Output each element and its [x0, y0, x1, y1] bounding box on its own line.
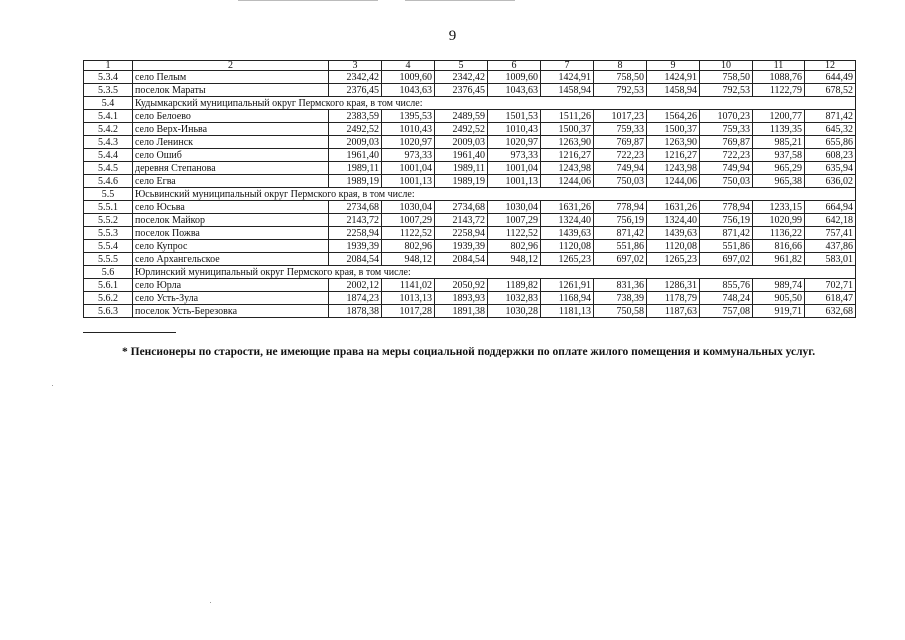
value-cell: 1001,13 — [382, 175, 435, 188]
page-number: 9 — [448, 28, 457, 44]
group-title: Юрлинский муниципальный округ Пермского края, в том числе: — [133, 266, 856, 279]
value-cell: 985,21 — [753, 136, 805, 149]
value-cell: 1136,22 — [753, 227, 805, 240]
value-cell: 769,87 — [700, 136, 753, 149]
header-cell: 6 — [488, 61, 541, 71]
row-code: 5.6 — [84, 266, 133, 279]
value-cell: 759,33 — [700, 123, 753, 136]
header-cell: 9 — [647, 61, 700, 71]
value-cell: 1939,39 — [435, 240, 488, 253]
header-cell: 2 — [133, 61, 329, 71]
footnote: * Пенсионеры по старости, не имеющие права на меры социальной поддержки по оплате жилого помещения и коммунальных услуг. — [122, 346, 816, 358]
value-cell: 1122,52 — [488, 227, 541, 240]
value-cell: 1020,99 — [753, 214, 805, 227]
value-cell: 756,19 — [700, 214, 753, 227]
value-cell: 2084,54 — [329, 253, 382, 266]
header-cell: 12 — [805, 61, 856, 71]
value-cell: 1939,39 — [329, 240, 382, 253]
value-cell: 551,86 — [700, 240, 753, 253]
table-row — [84, 149, 856, 162]
value-cell: 2050,92 — [435, 279, 488, 292]
settlement-name: село Архангельское — [133, 253, 329, 266]
value-cell: 1261,91 — [541, 279, 594, 292]
value-cell: 749,94 — [594, 162, 647, 175]
value-cell: 1263,90 — [647, 136, 700, 149]
row-code: 5.6.3 — [84, 305, 133, 318]
value-cell: 1631,26 — [647, 201, 700, 214]
header-cell: 5 — [435, 61, 488, 71]
group-row — [84, 188, 856, 201]
value-cell: 2734,68 — [435, 201, 488, 214]
value-cell: 855,76 — [700, 279, 753, 292]
value-cell: 937,58 — [753, 149, 805, 162]
value-cell: 1010,43 — [382, 123, 435, 136]
value-cell: 2376,45 — [329, 84, 382, 97]
row-code: 5.5 — [84, 188, 133, 201]
settlement-name: село Ленинск — [133, 136, 329, 149]
value-cell: 871,42 — [594, 227, 647, 240]
value-cell: 1424,91 — [647, 71, 700, 84]
value-cell: 2489,59 — [435, 110, 488, 123]
value-cell: 678,52 — [805, 84, 856, 97]
settlement-name: село Юсьва — [133, 201, 329, 214]
table-body — [84, 61, 856, 318]
table-row — [84, 162, 856, 175]
value-cell: 750,03 — [700, 175, 753, 188]
value-cell: 757,41 — [805, 227, 856, 240]
value-cell: 1030,28 — [488, 305, 541, 318]
value-cell: 1989,11 — [435, 162, 488, 175]
value-cell: 758,50 — [594, 71, 647, 84]
value-cell: 965,29 — [753, 162, 805, 175]
value-cell: 1070,23 — [700, 110, 753, 123]
value-cell: 1263,90 — [541, 136, 594, 149]
value-cell: 948,12 — [382, 253, 435, 266]
value-cell: 722,23 — [700, 149, 753, 162]
value-cell: 757,08 — [700, 305, 753, 318]
value-cell: 1244,06 — [541, 175, 594, 188]
value-cell: 1009,60 — [382, 71, 435, 84]
row-code: 5.4.6 — [84, 175, 133, 188]
value-cell: 756,19 — [594, 214, 647, 227]
row-code: 5.4.5 — [84, 162, 133, 175]
value-cell: 973,33 — [382, 149, 435, 162]
value-cell: 644,49 — [805, 71, 856, 84]
value-cell: 1989,19 — [435, 175, 488, 188]
value-cell: 1511,26 — [541, 110, 594, 123]
value-cell: 1395,53 — [382, 110, 435, 123]
settlement-name: село Верх-Иньва — [133, 123, 329, 136]
value-cell: 792,53 — [700, 84, 753, 97]
value-cell: 738,39 — [594, 292, 647, 305]
value-cell: 1007,29 — [488, 214, 541, 227]
header-cell: 4 — [382, 61, 435, 71]
value-cell: 750,03 — [594, 175, 647, 188]
value-cell: 1013,13 — [382, 292, 435, 305]
row-code: 5.4.2 — [84, 123, 133, 136]
value-cell: 2734,68 — [329, 201, 382, 214]
settlement-name: село Юрла — [133, 279, 329, 292]
value-cell: 1200,77 — [753, 110, 805, 123]
row-code: 5.4.4 — [84, 149, 133, 162]
tariff-table — [83, 60, 856, 318]
value-cell: 1043,63 — [488, 84, 541, 97]
scan-edge-line-right — [405, 0, 515, 1]
value-cell: 2492,52 — [329, 123, 382, 136]
value-cell: 1961,40 — [329, 149, 382, 162]
value-cell: 1243,98 — [541, 162, 594, 175]
value-cell: 1631,26 — [541, 201, 594, 214]
header-cell: 10 — [700, 61, 753, 71]
value-cell: 1120,08 — [541, 240, 594, 253]
group-row — [84, 266, 856, 279]
value-cell: 1010,43 — [488, 123, 541, 136]
row-code: 5.3.4 — [84, 71, 133, 84]
value-cell: 618,47 — [805, 292, 856, 305]
value-cell: 2342,42 — [329, 71, 382, 84]
value-cell: 948,12 — [488, 253, 541, 266]
value-cell: 871,42 — [700, 227, 753, 240]
value-cell: 1324,40 — [541, 214, 594, 227]
value-cell: 2143,72 — [435, 214, 488, 227]
value-cell: 697,02 — [594, 253, 647, 266]
value-cell: 1088,76 — [753, 71, 805, 84]
value-cell: 1286,31 — [647, 279, 700, 292]
value-cell: 1032,83 — [488, 292, 541, 305]
value-cell: 1017,23 — [594, 110, 647, 123]
settlement-name: поселок Мараты — [133, 84, 329, 97]
row-code: 5.6.1 — [84, 279, 133, 292]
value-cell: 1122,52 — [382, 227, 435, 240]
settlement-name: село Ошиб — [133, 149, 329, 162]
row-code: 5.5.2 — [84, 214, 133, 227]
value-cell: 973,33 — [488, 149, 541, 162]
value-cell: 2376,45 — [435, 84, 488, 97]
value-cell: 965,38 — [753, 175, 805, 188]
settlement-name: село Егва — [133, 175, 329, 188]
value-cell: 1187,63 — [647, 305, 700, 318]
value-cell: 1989,19 — [329, 175, 382, 188]
settlement-name: деревня Степанова — [133, 162, 329, 175]
value-cell: 1961,40 — [435, 149, 488, 162]
value-cell: 2258,94 — [435, 227, 488, 240]
value-cell: 722,23 — [594, 149, 647, 162]
value-cell: 1564,26 — [647, 110, 700, 123]
value-cell: 1141,02 — [382, 279, 435, 292]
value-cell: 1043,63 — [382, 84, 435, 97]
value-cell: 778,94 — [700, 201, 753, 214]
value-cell: 1001,13 — [488, 175, 541, 188]
value-cell: 1216,27 — [647, 149, 700, 162]
settlement-name: село Белоево — [133, 110, 329, 123]
group-row — [84, 97, 856, 110]
value-cell: 1265,23 — [541, 253, 594, 266]
value-cell: 792,53 — [594, 84, 647, 97]
value-cell: 2143,72 — [329, 214, 382, 227]
value-cell: 1439,63 — [541, 227, 594, 240]
scan-speck — [210, 602, 211, 603]
value-cell: 1501,53 — [488, 110, 541, 123]
table-row — [84, 201, 856, 214]
table-row — [84, 136, 856, 149]
value-cell: 1324,40 — [647, 214, 700, 227]
table-row — [84, 279, 856, 292]
value-cell: 1189,82 — [488, 279, 541, 292]
value-cell: 871,42 — [805, 110, 856, 123]
value-cell: 2492,52 — [435, 123, 488, 136]
value-cell: 1893,93 — [435, 292, 488, 305]
value-cell: 645,32 — [805, 123, 856, 136]
value-cell: 2009,03 — [435, 136, 488, 149]
footnote-separator — [83, 332, 176, 333]
table-row — [84, 253, 856, 266]
value-cell: 749,94 — [700, 162, 753, 175]
settlement-name: поселок Майкор — [133, 214, 329, 227]
value-cell: 748,24 — [700, 292, 753, 305]
value-cell: 816,66 — [753, 240, 805, 253]
value-cell: 2084,54 — [435, 253, 488, 266]
value-cell: 697,02 — [700, 253, 753, 266]
value-cell: 1891,38 — [435, 305, 488, 318]
value-cell: 2258,94 — [329, 227, 382, 240]
value-cell: 750,58 — [594, 305, 647, 318]
value-cell: 635,94 — [805, 162, 856, 175]
value-cell: 1989,11 — [329, 162, 382, 175]
group-title: Кудымкарский муниципальный округ Пермского края, в том числе: — [133, 97, 856, 110]
table-row — [84, 214, 856, 227]
value-cell: 831,36 — [594, 279, 647, 292]
value-cell: 1168,94 — [541, 292, 594, 305]
settlement-name: село Усть-Зула — [133, 292, 329, 305]
value-cell: 2342,42 — [435, 71, 488, 84]
value-cell: 664,94 — [805, 201, 856, 214]
value-cell: 919,71 — [753, 305, 805, 318]
table-row — [84, 71, 856, 84]
value-cell: 1265,23 — [647, 253, 700, 266]
header-cell: 7 — [541, 61, 594, 71]
value-cell: 1009,60 — [488, 71, 541, 84]
settlement-name: поселок Пожва — [133, 227, 329, 240]
value-cell: 1181,13 — [541, 305, 594, 318]
table-row — [84, 305, 856, 318]
value-cell: 702,71 — [805, 279, 856, 292]
row-code: 5.5.1 — [84, 201, 133, 214]
value-cell: 655,86 — [805, 136, 856, 149]
value-cell: 642,18 — [805, 214, 856, 227]
value-cell: 778,94 — [594, 201, 647, 214]
value-cell: 1122,79 — [753, 84, 805, 97]
table-row — [84, 175, 856, 188]
group-title: Юсьвинский муниципальный округ Пермского края, в том числе: — [133, 188, 856, 201]
value-cell: 1458,94 — [647, 84, 700, 97]
value-cell: 989,74 — [753, 279, 805, 292]
table-row — [84, 84, 856, 97]
table-row — [84, 240, 856, 253]
value-cell: 1878,38 — [329, 305, 382, 318]
header-cell: 8 — [594, 61, 647, 71]
table-row — [84, 292, 856, 305]
value-cell: 759,33 — [594, 123, 647, 136]
table-row — [84, 123, 856, 136]
value-cell: 961,82 — [753, 253, 805, 266]
value-cell: 2383,59 — [329, 110, 382, 123]
row-code: 5.4.3 — [84, 136, 133, 149]
value-cell: 632,68 — [805, 305, 856, 318]
scan-edge-line-left — [238, 0, 378, 1]
value-cell: 1001,04 — [488, 162, 541, 175]
value-cell: 636,02 — [805, 175, 856, 188]
value-cell: 1030,04 — [488, 201, 541, 214]
value-cell: 1424,91 — [541, 71, 594, 84]
header-cell: 1 — [84, 61, 133, 71]
value-cell: 802,96 — [488, 240, 541, 253]
settlement-name: село Купрос — [133, 240, 329, 253]
value-cell: 1020,97 — [382, 136, 435, 149]
header-cell: 3 — [329, 61, 382, 71]
settlement-name: село Пелым — [133, 71, 329, 84]
value-cell: 1439,63 — [647, 227, 700, 240]
header-cell: 11 — [753, 61, 805, 71]
value-cell: 1017,28 — [382, 305, 435, 318]
value-cell: 1458,94 — [541, 84, 594, 97]
value-cell: 1139,35 — [753, 123, 805, 136]
header-row — [84, 61, 856, 71]
value-cell: 1233,15 — [753, 201, 805, 214]
row-code: 5.5.3 — [84, 227, 133, 240]
row-code: 5.4.1 — [84, 110, 133, 123]
value-cell: 1874,23 — [329, 292, 382, 305]
value-cell: 758,50 — [700, 71, 753, 84]
value-cell: 1001,04 — [382, 162, 435, 175]
value-cell: 1500,37 — [647, 123, 700, 136]
value-cell: 2002,12 — [329, 279, 382, 292]
row-code: 5.4 — [84, 97, 133, 110]
value-cell: 1030,04 — [382, 201, 435, 214]
value-cell: 905,50 — [753, 292, 805, 305]
value-cell: 551,86 — [594, 240, 647, 253]
value-cell: 769,87 — [594, 136, 647, 149]
value-cell: 1244,06 — [647, 175, 700, 188]
table-row — [84, 110, 856, 123]
value-cell: 1243,98 — [647, 162, 700, 175]
settlement-name: поселок Усть-Березовка — [133, 305, 329, 318]
value-cell: 1500,37 — [541, 123, 594, 136]
value-cell: 583,01 — [805, 253, 856, 266]
value-cell: 1120,08 — [647, 240, 700, 253]
value-cell: 1007,29 — [382, 214, 435, 227]
value-cell: 1178,79 — [647, 292, 700, 305]
value-cell: 1216,27 — [541, 149, 594, 162]
row-code: 5.3.5 — [84, 84, 133, 97]
row-code: 5.6.2 — [84, 292, 133, 305]
value-cell: 802,96 — [382, 240, 435, 253]
row-code: 5.5.4 — [84, 240, 133, 253]
row-code: 5.5.5 — [84, 253, 133, 266]
table-row — [84, 227, 856, 240]
value-cell: 2009,03 — [329, 136, 382, 149]
value-cell: 437,86 — [805, 240, 856, 253]
scan-speck — [52, 385, 53, 386]
value-cell: 1020,97 — [488, 136, 541, 149]
value-cell: 608,23 — [805, 149, 856, 162]
